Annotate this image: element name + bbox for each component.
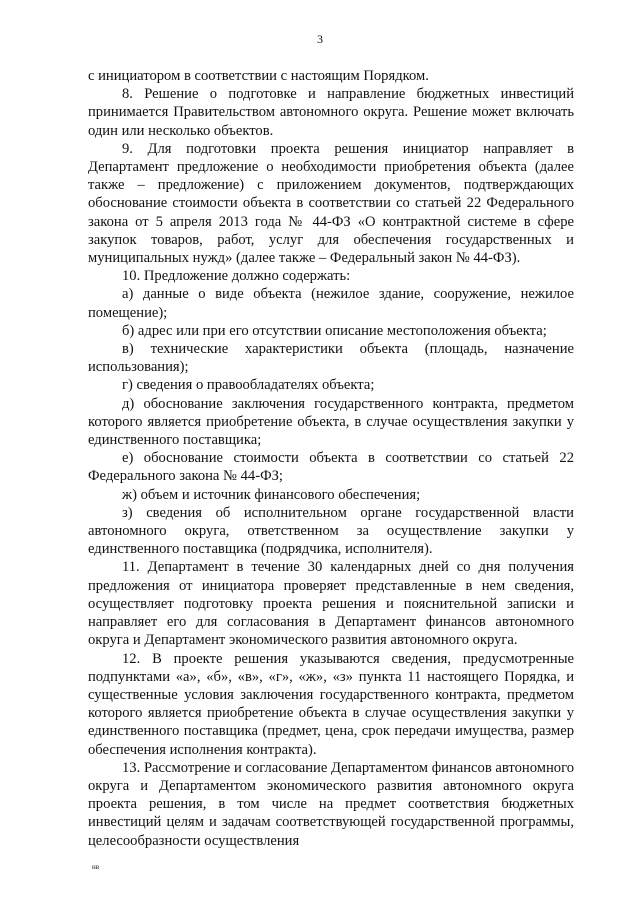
paragraph-9: 9. Для подготовки проекта решения инициатор направляет в Департамент предложение о необходимости приобретения объекта (далее также – предложение) с приложением документов, подтверждающих обоснование стоимости объекта в соответствии со статьей 22 Федерального закона от 5 апреля 2013 года № 44-ФЗ «О контрактной системе в сфере закупок товаров, работ, услуг для обеспечения государственных и муниципальных нужд» (далее также – Федеральный закон № 44-ФЗ).: [88, 140, 574, 267]
paragraph-11: 11. Департамент в течение 30 календарных дней со дня получения предложения от инициатора проверяет представленные в нем сведения, осуществляет подготовку проекта решения и пояснительной записки и направляет его для согласования в Департамент финансов автономного округа и Департамент экономического развития автономного округа.: [88, 559, 574, 649]
paragraph-13: 13. Рассмотрение и согласование Департаментом финансов автономного округа и Департаментом экономического развития автономного округа проекта решения, в том числе на предмет соответствия бюджетных инвестиций целям и задачам соответствующей государственной программы, целесообразности осуществления: [88, 759, 574, 849]
item-e: е) обоснование стоимости объекта в соответствии со статьей 22 Федерального закона № 44-ФЗ;: [88, 450, 574, 485]
page-number: 3: [317, 32, 323, 46]
item-b: б) адрес или при его отсутствии описание местоположения объекта;: [122, 322, 547, 339]
paragraph-continuation: с инициатором в соответствии с настоящим Порядком.: [88, 68, 429, 84]
item-d: д) обоснование заключения государственного контракта, предметом которого является приобретение объекта, в случае осуществления закупки у единственного поставщика;: [88, 395, 574, 449]
item-g: г) сведения о правообладателях объекта;: [122, 377, 375, 394]
item-zh: ж) объем и источник финансового обеспечения;: [122, 486, 421, 503]
footer-mark: нв: [92, 863, 100, 871]
item-a: а) данные о виде объекта (нежилое здание, сооружение, нежилое помещение);: [88, 286, 574, 321]
item-z: з) сведения об исполнительном органе государственной власти автономного округа, ответственном за осуществление закупки у единственного поставщика (подрядчика, исполнителя).: [88, 504, 574, 558]
paragraph-10: 10. Предложение должно содержать:: [122, 268, 351, 285]
item-v: в) технические характеристики объекта (площадь, назначение использования);: [88, 341, 574, 376]
paragraph-8: 8. Решение о подготовке и направление бюджетных инвестиций принимается Правительством автономного округа. Решение может включать один или несколько объектов.: [88, 86, 574, 139]
paragraph-12: 12. В проекте решения указываются сведения, предусмотренные подпунктами «а», «б», «в», «г», «ж», «з» пункта 11 настоящего Порядка, и существенные условия заключения государственного контракта, предметом которого является приобретение объекта в случае осуществления закупки у единственного поставщика (предмет, цена, срок передачи имущества, размер обеспечения исполнения контракта).: [88, 650, 574, 758]
document-body: [88, 67, 574, 850]
